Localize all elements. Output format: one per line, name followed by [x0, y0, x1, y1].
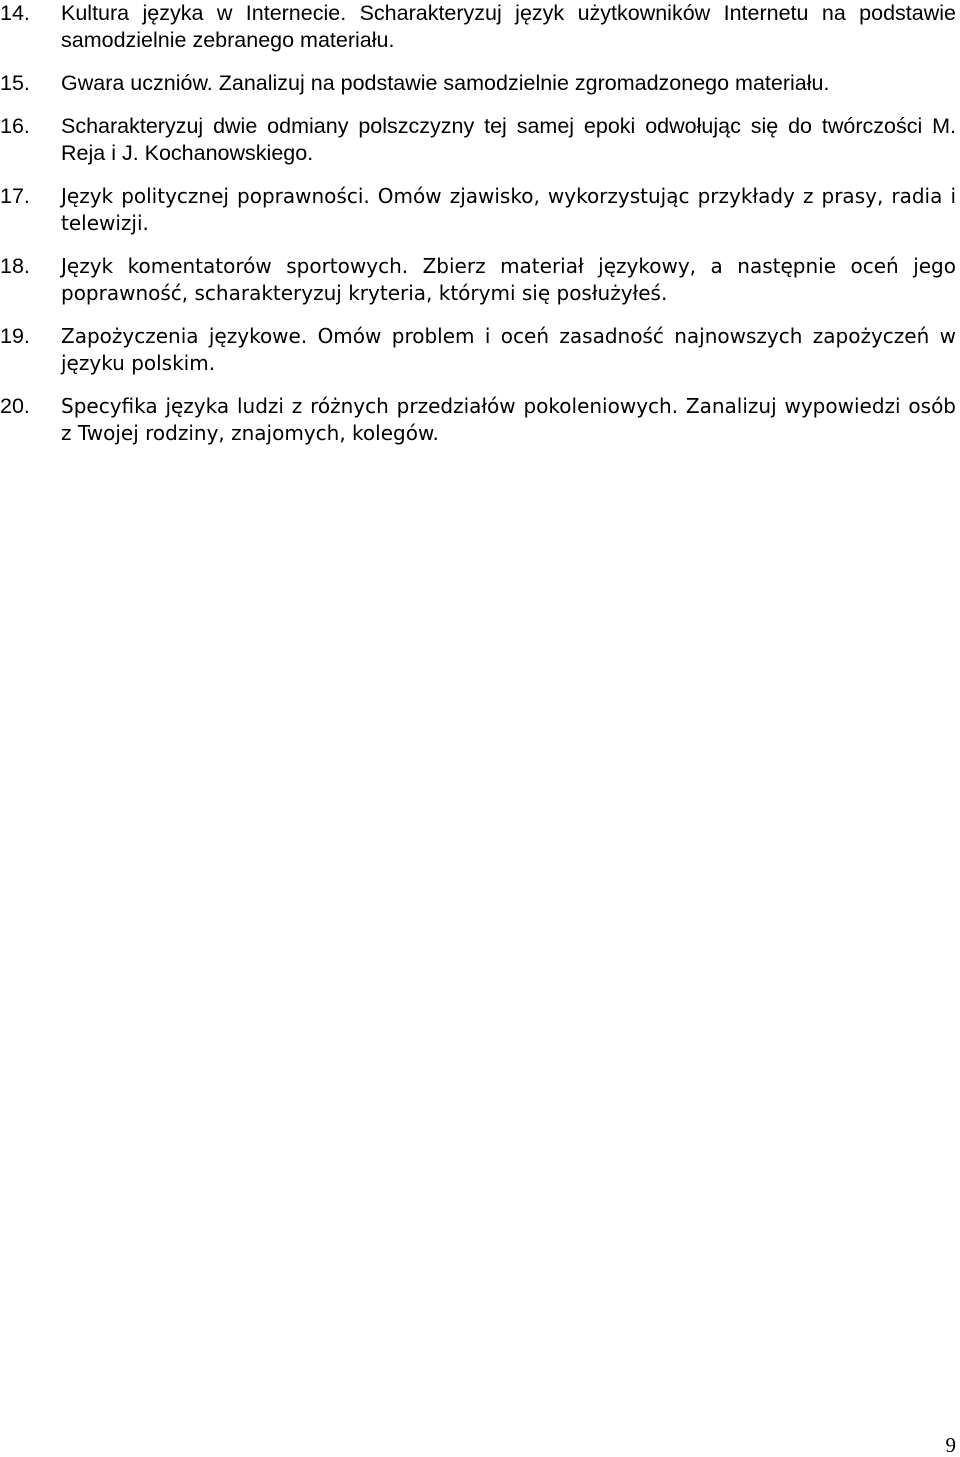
item-text: Specyfika języka ludzi z różnych przedziałów pokoleniowych. Zanalizuj wypowiedzi osób z Twojej rodziny, znajomych, kolegów. — [61, 394, 956, 445]
list-item — [0, 70, 956, 97]
item-text: Język komentatorów sportowych. Zbierz materiał językowy, a następnie oceń jego poprawność, scharakteryzuj kryteria, którymi się posłużyłeś. — [61, 254, 956, 305]
list-item — [0, 183, 956, 237]
list-item — [0, 113, 956, 167]
item-text: Zapożyczenia językowe. Omów problem i oceń zasadność najnowszych zapożyczeń w języku polskim. — [61, 324, 956, 375]
page-number: 9 — [945, 1433, 956, 1457]
item-number: 17. — [0, 184, 30, 208]
item-text: Gwara uczniów. Zanalizuj na podstawie samodzielnie zgromadzonego materiału. — [61, 71, 830, 95]
item-text: Kultura języka w Internecie. Scharakteryzuj język użytkowników Internetu na podstawie samodzielnie zebranego materiału. — [61, 1, 956, 52]
item-number: 19. — [0, 324, 30, 348]
list-item — [0, 0, 956, 54]
item-number: 15. — [0, 71, 30, 95]
item-number: 20. — [0, 394, 30, 418]
list-item — [0, 393, 956, 447]
item-number: 14. — [0, 1, 30, 25]
item-number: 16. — [0, 114, 30, 138]
list-item — [0, 253, 956, 307]
topic-list — [0, 0, 956, 463]
item-text: Język politycznej poprawności. Omów zjawisko, wykorzystując przykłady z prasy, radia i telewizji. — [61, 184, 956, 235]
list-item — [0, 323, 956, 377]
item-number: 18. — [0, 254, 30, 278]
item-text: Scharakteryzuj dwie odmiany polszczyzny tej samej epoki odwołując się do twórczości M. Reja i J. Kochanowskiego. — [61, 114, 956, 165]
